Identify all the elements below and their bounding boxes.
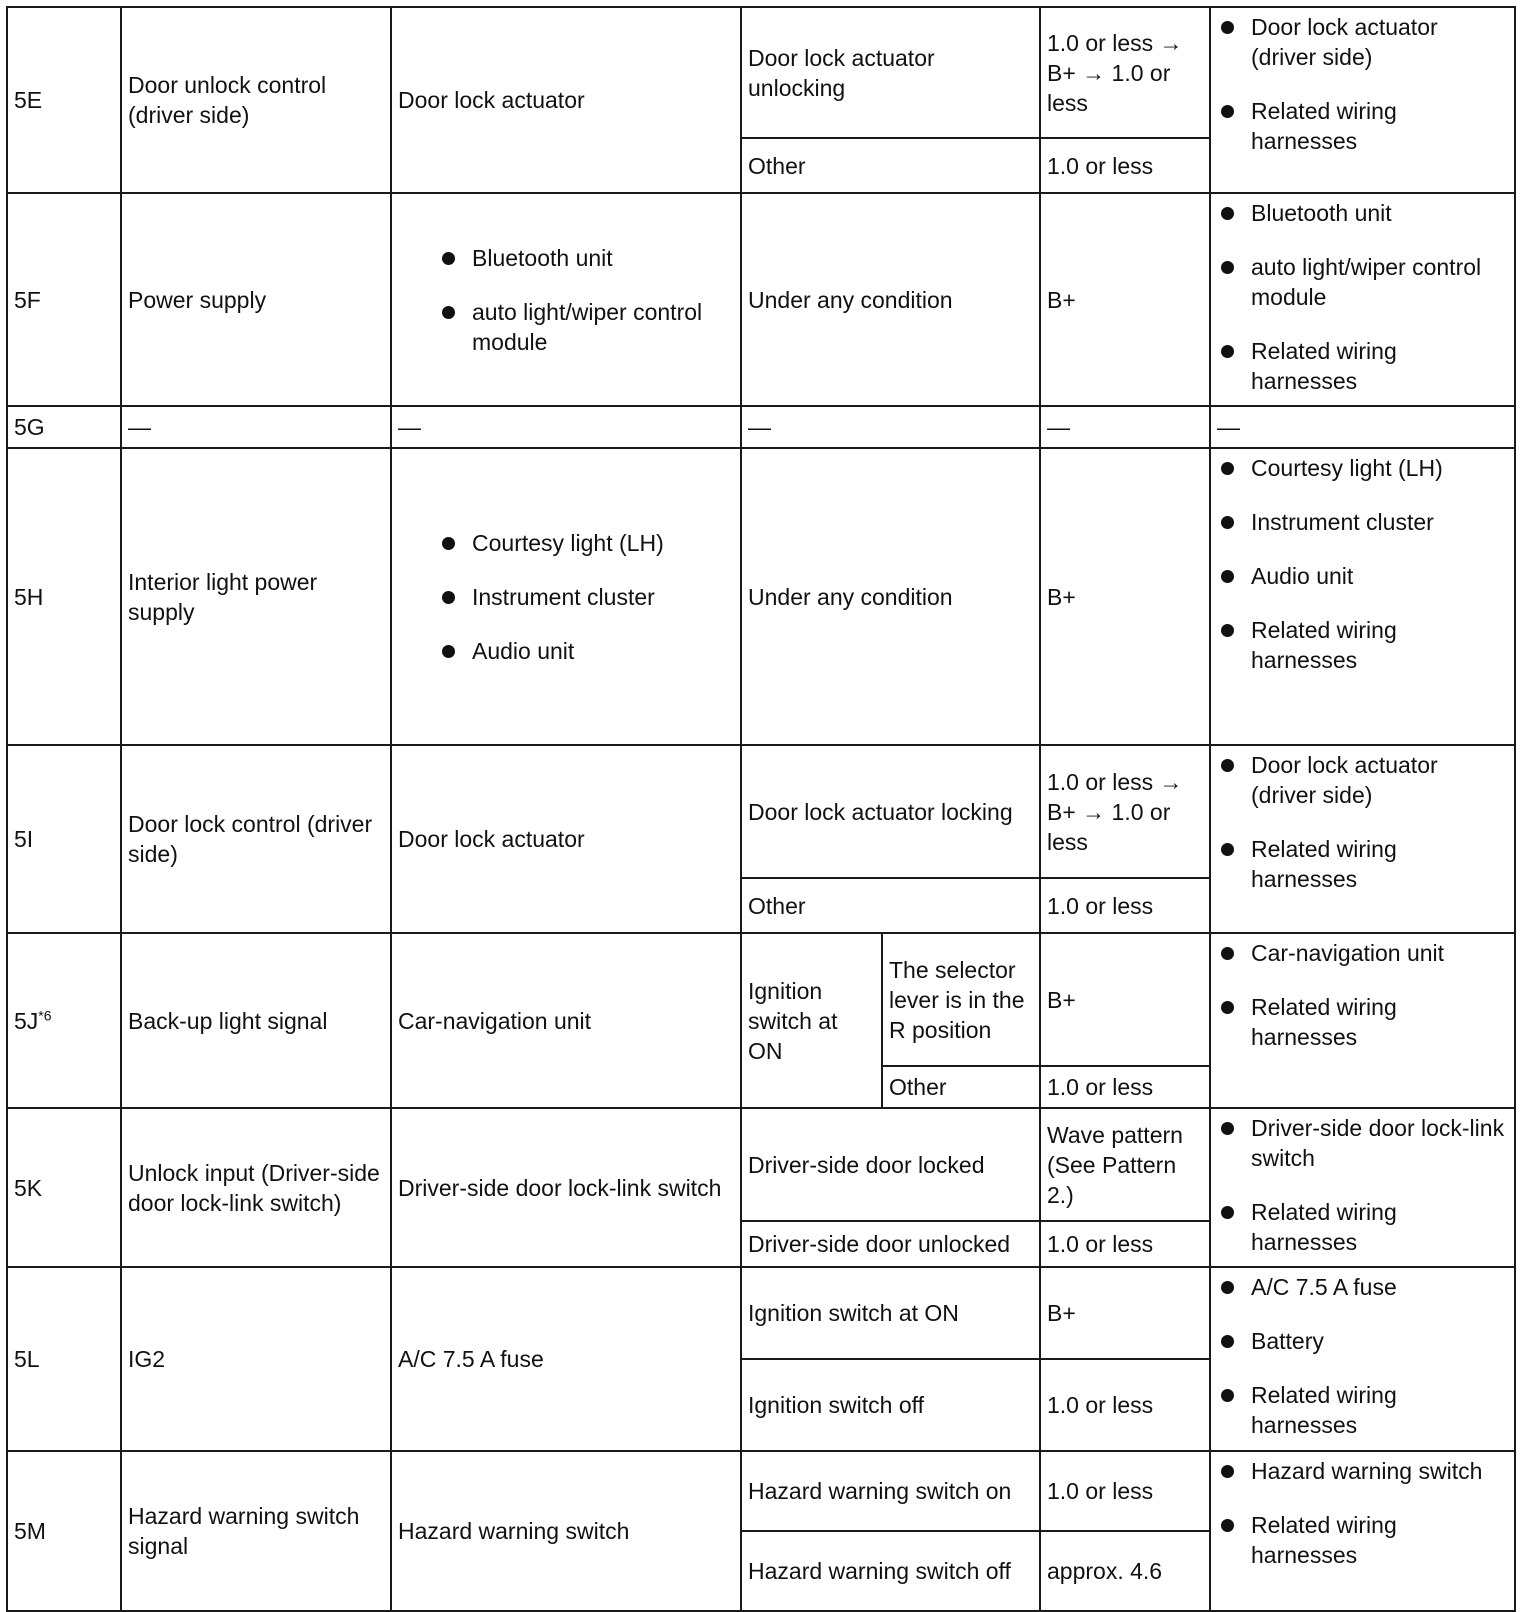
- voltage-cell: B+: [1040, 193, 1210, 406]
- inspection-list: [1217, 1272, 1508, 1440]
- voltage-cell: —: [1040, 406, 1210, 448]
- bullet-icon: [1221, 207, 1234, 220]
- list-item: Bluetooth unit: [1217, 198, 1508, 228]
- bullet-icon: [1221, 462, 1234, 475]
- list-item: Hazard warning switch: [1217, 1456, 1508, 1486]
- list-item: Instrument cluster: [438, 582, 734, 612]
- terminal-cell: 5I: [7, 745, 121, 933]
- list-item: Driver-side door lock-link switch: [1217, 1113, 1508, 1173]
- connected-list: [398, 243, 734, 357]
- inspection-cell: [1210, 1108, 1515, 1267]
- bullet-icon: [1221, 1281, 1234, 1294]
- condition-cell: Driver-side door unlocked: [741, 1221, 1040, 1267]
- inspection-cell: [1210, 1451, 1515, 1611]
- bullet-icon: [1221, 1335, 1234, 1348]
- list-item: auto light/wiper control module: [438, 297, 734, 357]
- signal-cell: Back-up light signal: [121, 933, 391, 1108]
- condition-cell: Hazard warning switch on: [741, 1451, 1040, 1531]
- voltage-cell: 1.0 or less: [1040, 1359, 1210, 1451]
- connected-to-cell: Car-navigation unit: [391, 933, 741, 1108]
- condition-cell: Hazard warning switch off: [741, 1531, 1040, 1611]
- terminal-voltage-table: [6, 6, 1516, 1612]
- condition-cell: Driver-side door locked: [741, 1108, 1040, 1221]
- list-item: Door lock actuator (driver side): [1217, 750, 1508, 810]
- condition-group-cell: Ignition switch at ON: [741, 933, 882, 1108]
- bullet-icon: [1221, 624, 1234, 637]
- bullet-icon: [1221, 1206, 1234, 1219]
- signal-cell: Hazard warning switch signal: [121, 1451, 391, 1611]
- condition-cell: Door lock actuator locking: [741, 745, 1040, 878]
- list-item: Audio unit: [438, 636, 734, 666]
- list-item: Courtesy light (LH): [1217, 453, 1508, 483]
- inspection-cell: —: [1210, 406, 1515, 448]
- connected-to-cell: Door lock actuator: [391, 7, 741, 193]
- list-item: Related wiring harnesses: [1217, 1510, 1508, 1570]
- list-item: Courtesy light (LH): [438, 528, 734, 558]
- bullet-icon: [1221, 1122, 1234, 1135]
- bullet-icon: [442, 645, 455, 658]
- table-row-5i: [7, 745, 1515, 878]
- connected-to-cell: Door lock actuator: [391, 745, 741, 933]
- voltage-cell: 1.0 or less → B+ → 1.0 or less: [1040, 7, 1210, 138]
- condition-cell: The selector lever is in the R position: [882, 933, 1040, 1066]
- inspection-list: [1217, 198, 1508, 396]
- list-item: A/C 7.5 A fuse: [1217, 1272, 1508, 1302]
- signal-cell: Door lock control (driver side): [121, 745, 391, 933]
- voltage-cell: 1.0 or less: [1040, 1221, 1210, 1267]
- terminal-cell: 5E: [7, 7, 121, 193]
- bullet-icon: [1221, 1389, 1234, 1402]
- voltage-cell: 1.0 or less: [1040, 1066, 1210, 1108]
- list-item: Related wiring harnesses: [1217, 1380, 1508, 1440]
- terminal-cell: 5L: [7, 1267, 121, 1451]
- list-item: Related wiring harnesses: [1217, 992, 1508, 1052]
- voltage-cell: B+: [1040, 933, 1210, 1066]
- inspection-list: [1217, 12, 1508, 156]
- signal-cell: Power supply: [121, 193, 391, 406]
- signal-cell: Unlock input (Driver-side door lock-link switch): [121, 1108, 391, 1267]
- voltage-cell: 1.0 or less: [1040, 878, 1210, 933]
- bullet-icon: [1221, 345, 1234, 358]
- connected-to-cell: —: [391, 406, 741, 448]
- bullet-icon: [1221, 843, 1234, 856]
- inspection-cell: [1210, 745, 1515, 933]
- condition-cell: Door lock actuator unlocking: [741, 7, 1040, 138]
- voltage-cell: 1.0 or less: [1040, 138, 1210, 193]
- voltage-cell: 1.0 or less → B+ → 1.0 or less: [1040, 745, 1210, 878]
- inspection-list: [1217, 1113, 1508, 1257]
- connected-to-cell: A/C 7.5 A fuse: [391, 1267, 741, 1451]
- bullet-icon: [1221, 1519, 1234, 1532]
- bullet-icon: [1221, 759, 1234, 772]
- condition-cell: —: [741, 406, 1040, 448]
- bullet-icon: [1221, 1001, 1234, 1014]
- condition-cell: Ignition switch at ON: [741, 1267, 1040, 1359]
- inspection-cell: [1210, 933, 1515, 1108]
- terminal-cell: $5J^{*6}$: [7, 933, 121, 1108]
- list-item: Car-navigation unit: [1217, 938, 1508, 968]
- condition-cell: Other: [882, 1066, 1040, 1108]
- connected-to-cell: [391, 448, 741, 745]
- connected-list: [398, 528, 734, 666]
- connected-to-cell: Hazard warning switch: [391, 1451, 741, 1611]
- list-item: Related wiring harnesses: [1217, 834, 1508, 894]
- bullet-icon: [1221, 261, 1234, 274]
- inspection-list: [1217, 750, 1508, 894]
- condition-cell: Under any condition: [741, 448, 1040, 745]
- table-row-5f: [7, 193, 1515, 406]
- list-item: Related wiring harnesses: [1217, 1197, 1508, 1257]
- terminal-cell: 5H: [7, 448, 121, 745]
- terminal-cell: 5F: [7, 193, 121, 406]
- list-item: Related wiring harnesses: [1217, 336, 1508, 396]
- bullet-icon: [1221, 570, 1234, 583]
- bullet-icon: [442, 306, 455, 319]
- bullet-icon: [1221, 1465, 1234, 1478]
- inspection-cell: [1210, 448, 1515, 745]
- terminal-cell: 5M: [7, 1451, 121, 1611]
- list-item: Related wiring harnesses: [1217, 615, 1508, 675]
- list-item: Bluetooth unit: [438, 243, 734, 273]
- condition-cell: Under any condition: [741, 193, 1040, 406]
- list-item: Related wiring harnesses: [1217, 96, 1508, 156]
- signal-cell: Interior light power supply: [121, 448, 391, 745]
- terminal-cell: 5K: [7, 1108, 121, 1267]
- inspection-cell: [1210, 193, 1515, 406]
- bullet-icon: [442, 537, 455, 550]
- table-row-5l: [7, 1267, 1515, 1359]
- connected-to-cell: [391, 193, 741, 406]
- signal-cell: IG2: [121, 1267, 391, 1451]
- list-item: Audio unit: [1217, 561, 1508, 591]
- signal-cell: Door unlock control (driver side): [121, 7, 391, 193]
- voltage-cell: B+: [1040, 448, 1210, 745]
- bullet-icon: [1221, 21, 1234, 34]
- table-row-5h: [7, 448, 1515, 745]
- terminal-cell: 5G: [7, 406, 121, 448]
- connected-to-cell: Driver-side door lock-link switch: [391, 1108, 741, 1267]
- bullet-icon: [1221, 516, 1234, 529]
- condition-cell: Other: [741, 138, 1040, 193]
- inspection-cell: [1210, 1267, 1515, 1451]
- table-row-5e: [7, 7, 1515, 138]
- table-row-5m: [7, 1451, 1515, 1531]
- list-item: auto light/wiper control module: [1217, 252, 1508, 312]
- voltage-cell: approx. 4.6: [1040, 1531, 1210, 1611]
- voltage-cell: Wave pattern (See Pattern 2.): [1040, 1108, 1210, 1221]
- inspection-list: [1217, 1456, 1508, 1570]
- bullet-icon: [442, 591, 455, 604]
- list-item: Battery: [1217, 1326, 1508, 1356]
- table-row-5k: [7, 1108, 1515, 1221]
- condition-cell: Ignition switch off: [741, 1359, 1040, 1451]
- bullet-icon: [1221, 105, 1234, 118]
- table-row-5j: [7, 933, 1515, 1066]
- condition-cell: Other: [741, 878, 1040, 933]
- terminal-footnote: *6: [38, 1006, 52, 1023]
- bullet-icon: [1221, 947, 1234, 960]
- list-item: Door lock actuator (driver side): [1217, 12, 1508, 72]
- inspection-list: [1217, 453, 1508, 675]
- inspection-cell: [1210, 7, 1515, 193]
- inspection-list: [1217, 938, 1508, 1052]
- list-item: Instrument cluster: [1217, 507, 1508, 537]
- table-row-5g: [7, 406, 1515, 448]
- voltage-cell: B+: [1040, 1267, 1210, 1359]
- signal-cell: —: [121, 406, 391, 448]
- voltage-cell: 1.0 or less: [1040, 1451, 1210, 1531]
- bullet-icon: [442, 252, 455, 265]
